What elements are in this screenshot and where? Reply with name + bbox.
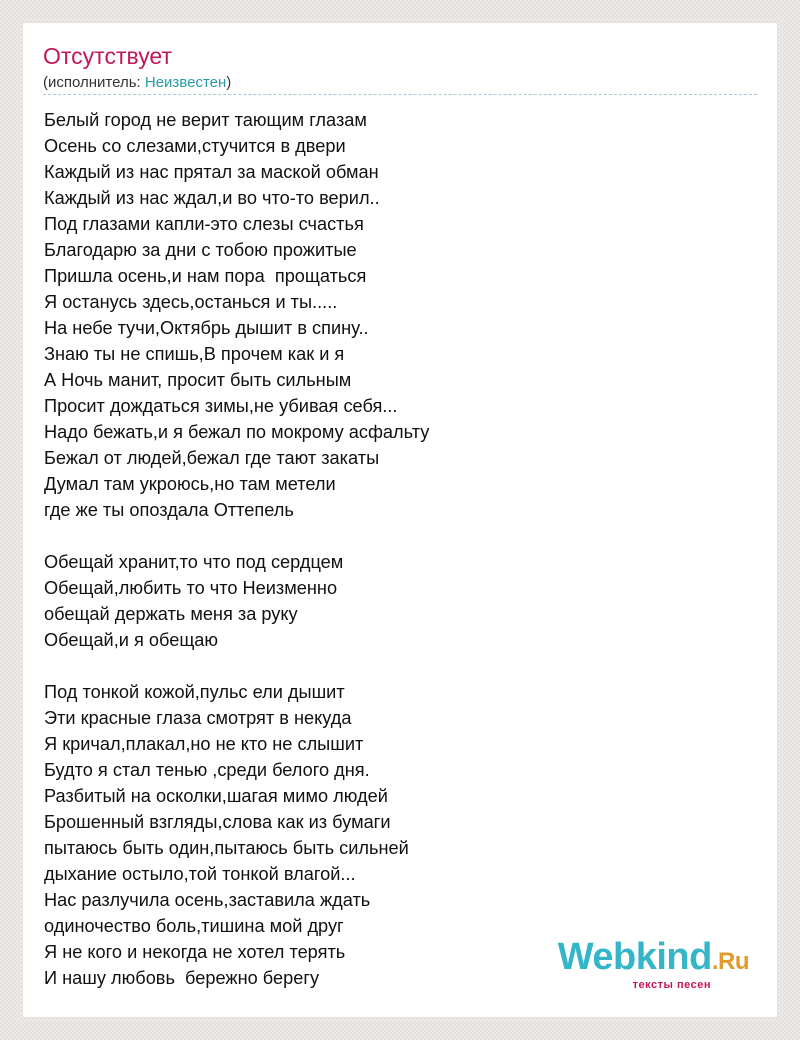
artist-prefix: (исполнитель:: [43, 74, 145, 91]
lyrics-line: Думал там укроюсь,но там метели: [44, 474, 336, 494]
lyrics-line: Пришла осень,и нам пора прощаться: [44, 266, 367, 286]
lyrics-card: [22, 22, 778, 1018]
lyrics-line: Каждый из нас ждал,и во что-то верил..: [44, 188, 380, 208]
lyrics-line: А Ночь манит, просит быть сильным: [44, 370, 352, 390]
lyrics-line: Я не кого и некогда не хотел терять: [44, 942, 346, 962]
lyrics-line: Каждый из нас прятал за маской обман: [44, 162, 379, 182]
divider: [43, 94, 757, 95]
artist-line: [43, 74, 231, 91]
logo-name: Webkind: [557, 936, 712, 978]
lyrics-line: Бежал от людей,бежал где тают закаты: [44, 448, 380, 468]
lyrics-line: Обещай хранит,то что под сердцем: [44, 552, 344, 572]
lyrics-line: Под тонкой кожой,пульс ели дышит: [44, 682, 345, 702]
lyrics-line: Надо бежать,и я бежал по мокрому асфальту: [44, 422, 430, 442]
lyrics-line: Обещай,и я обещаю: [44, 630, 219, 650]
lyrics-line: Под глазами капли-это слезы счастья: [44, 214, 364, 234]
logo-wordmark: [558, 938, 749, 981]
lyrics-line: И нашу любовь бережно берегу: [44, 968, 320, 988]
lyrics-line: Обещай,любить то что Неизменно: [44, 578, 338, 598]
lyrics-line: Я кричал,плакал,но не кто не слышит: [44, 734, 364, 754]
lyrics-line: Брошенный взгляды,слова как из бумаги: [44, 812, 391, 832]
lyrics-line: На небе тучи,Октябрь дышит в спину..: [44, 318, 369, 338]
lyrics-line: Эти красные глаза смотрят в некуда: [44, 708, 352, 728]
song-title: Отсутствует: [43, 43, 172, 69]
lyrics-line: пытаюсь быть один,пытаюсь быть сильней: [44, 838, 409, 858]
lyrics-line: Осень со слезами,стучится в двери: [44, 136, 346, 156]
logo-tld: .Ru: [711, 948, 749, 975]
lyrics-line: где же ты опоздала Оттепель: [44, 500, 294, 520]
lyrics-line: Благодарю за дни с тобою прожитые: [44, 240, 357, 260]
site-logo[interactable]: [558, 938, 749, 991]
lyrics-line: обещай держать меня за руку: [44, 604, 298, 624]
lyrics-line: одиночество боль,тишина мой друг: [44, 916, 344, 936]
lyrics-line: Будто я стал тенью ,среди белого дня.: [44, 760, 370, 780]
logo-tagline: тексты песен: [632, 979, 711, 991]
lyrics-line: Разбитый на осколки,шагая мимо людей: [44, 786, 388, 806]
lyrics-line: дыхание остыло,той тонкой влагой...: [44, 864, 356, 884]
lyrics-line: Просит дождаться зимы,не убивая себя...: [44, 396, 398, 416]
lyrics-line: Я останусь здесь,останься и ты.....: [44, 292, 338, 312]
artist-suffix: ): [226, 74, 232, 91]
lyrics-line: Знаю ты не спишь,В прочем как и я: [44, 344, 345, 364]
lyrics-line: Белый город не верит тающим глазам: [44, 110, 367, 130]
lyrics-stanza: [44, 549, 744, 653]
lyrics-text: [44, 107, 744, 991]
artist-link[interactable]: Неизвестен: [144, 74, 227, 91]
lyrics-stanza: [44, 107, 744, 523]
lyrics-line: Нас разлучила осень,заставила ждать: [44, 890, 371, 910]
